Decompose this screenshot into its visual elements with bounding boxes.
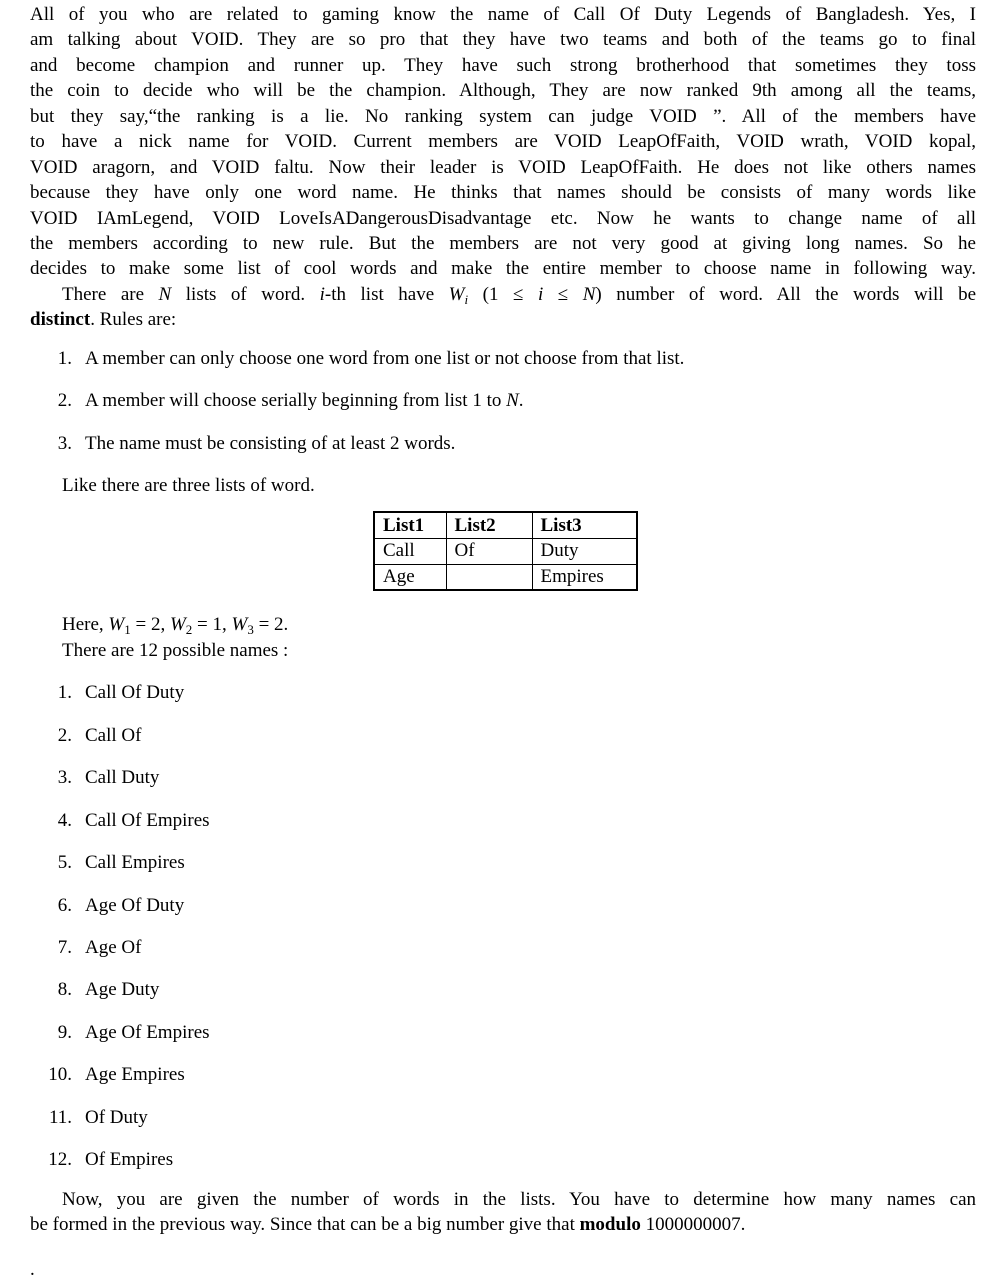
- text-line: but they say,“the ranking is a lie. No ranking system can judge VOID ”. All of the members have: [30, 105, 976, 127]
- list-item: [30, 850, 976, 875]
- task-paragraph: [30, 1187, 976, 1238]
- list-item-number: 8.: [57, 979, 72, 1001]
- table-cell: Call: [374, 538, 446, 564]
- text-run: A member will choose serially beginning from list 1 to: [85, 390, 507, 412]
- list-item: [30, 1147, 976, 1172]
- text-line: to have a nick name for VOID. Current members are VOID LeapOfFaith, VOID wrath, VOID kopal,: [30, 131, 976, 153]
- styled-text: N: [506, 390, 519, 412]
- text-run: lists of word.: [171, 283, 320, 305]
- list-item-number: 3.: [57, 432, 72, 454]
- text-line: the coin to decide who will be the champion. Although, They are now ranked 9th among all the teams,: [30, 80, 976, 102]
- text-run: be formed in the previous way. Since that can be a big number give that: [30, 1214, 580, 1235]
- list-item-number: 5.: [57, 852, 72, 874]
- table-header-row: [374, 512, 637, 538]
- text-line: [30, 307, 976, 332]
- styled-text: 1: [124, 622, 131, 638]
- text-line: All of you who are related to gaming know the name of Call Of Duty Legends of Bangladesh. Yes, I: [30, 4, 976, 25]
- text-line: am talking about VOID. They are so pro that they have two teams and both of the teams go to final: [30, 29, 976, 51]
- list-item: [30, 935, 976, 960]
- trailing-mark: .: [30, 1260, 35, 1280]
- list-item-text: Call Duty: [85, 767, 160, 789]
- styled-text: N: [158, 283, 172, 305]
- possible-names-list: [30, 680, 976, 1172]
- list-item-number: 1.: [57, 347, 72, 369]
- list-item: [30, 977, 976, 1002]
- intro-paragraph: [30, 2, 976, 282]
- text-run: .: [518, 390, 524, 412]
- list-item: [30, 388, 976, 413]
- text-run: ) number of word. All the words will be: [595, 283, 976, 305]
- list-item-text: Of Empires: [85, 1149, 174, 1171]
- table-header-cell: List3: [532, 512, 637, 538]
- text-line: decides to make some list of cool words and make the entire member to choose name in following way.: [30, 258, 976, 280]
- table-row: [374, 538, 637, 564]
- styled-text: W: [448, 283, 465, 305]
- text-line: [30, 1212, 976, 1237]
- table-cell: Age: [374, 564, 446, 590]
- styled-text: W: [108, 614, 125, 636]
- list-item-number: 12.: [48, 1149, 72, 1171]
- list-item-text: Of Duty: [85, 1106, 148, 1128]
- table-cell: Empires: [532, 564, 637, 590]
- list-item: [30, 1020, 976, 1045]
- list-item-text: Call Empires: [85, 852, 185, 874]
- list-item: [30, 765, 976, 790]
- list-item-text: Call Of Empires: [85, 809, 210, 831]
- list-item-number: 4.: [57, 809, 72, 831]
- text-line: VOID aragorn, and VOID faltu. Now their leader is VOID LeapOfFaith. He does not like others names: [30, 156, 976, 178]
- list-item: [30, 723, 976, 748]
- word-lists-table: [373, 511, 638, 591]
- styled-text: i: [537, 283, 544, 305]
- text-run: Here,: [62, 614, 109, 636]
- list-item-number: 7.: [57, 936, 72, 958]
- list-item: [30, 346, 976, 371]
- text-line: VOID IAmLegend, VOID LoveIsADangerousDisadvantage etc. Now he wants to change name of all: [30, 207, 976, 229]
- names-count-line: There are 12 possible names :: [62, 639, 289, 661]
- text-run: -th list have: [324, 283, 449, 305]
- styled-text: 2: [185, 622, 193, 638]
- table-cell: [446, 564, 532, 590]
- table-cell: Duty: [532, 538, 637, 564]
- list-item: [30, 808, 976, 833]
- list-item-text: Call Of Duty: [85, 682, 185, 704]
- list-item-text: Age Of Duty: [85, 894, 185, 916]
- text-run: = 2,: [130, 614, 170, 636]
- styled-text: modulo: [579, 1214, 641, 1235]
- list-item-number: 9.: [57, 1021, 72, 1043]
- list-item-text: Age Empires: [85, 1064, 185, 1086]
- text-run: = 1,: [192, 614, 232, 636]
- list-item: [30, 680, 976, 705]
- text-line: [30, 282, 976, 307]
- list-item: [30, 1105, 976, 1130]
- text-run: . Rules are:: [90, 309, 177, 331]
- list-item-text: The name must be consisting of at least 2 words.: [85, 432, 456, 454]
- styled-text: W: [169, 614, 186, 636]
- example-intro-line: Like there are three lists of word.: [62, 475, 315, 496]
- list-item-number: 1.: [57, 682, 72, 704]
- text-run: (1 ≤: [468, 283, 538, 305]
- text-run: = 2.: [253, 614, 289, 636]
- list-item: [30, 431, 976, 456]
- list-item: [30, 1062, 976, 1087]
- styled-text: i: [319, 283, 325, 305]
- list-item-text: [85, 388, 524, 413]
- list-item-number: 3.: [57, 767, 72, 789]
- list-item-number: 11.: [48, 1106, 72, 1128]
- list-item-number: 6.: [57, 894, 72, 916]
- setup-paragraph: [30, 282, 976, 333]
- styled-text: distinct: [30, 309, 91, 331]
- list-item-number: 2.: [57, 724, 72, 746]
- styled-text: i: [464, 291, 469, 307]
- list-item-text: Call Of: [85, 724, 142, 746]
- table-header-cell: List1: [374, 512, 446, 538]
- text-line: Now, you are given the number of words in the lists. You have to determine how many names can: [62, 1188, 976, 1210]
- text-run: There are: [62, 283, 159, 305]
- text-line: and become champion and runner up. They have such strong brotherhood that sometimes they toss: [30, 54, 976, 76]
- table-row: [374, 564, 637, 590]
- list-item-text: Age Of Empires: [85, 1021, 210, 1043]
- weights-line: [62, 612, 976, 637]
- list-item-number: 10.: [48, 1064, 72, 1086]
- list-item-number: 2.: [57, 390, 72, 412]
- styled-text: 3: [247, 622, 254, 638]
- text-run: 1000000007.: [640, 1214, 746, 1235]
- text-run: ≤: [543, 283, 583, 305]
- list-item: [30, 893, 976, 918]
- table-cell: Of: [446, 538, 532, 564]
- styled-text: W: [231, 614, 248, 636]
- text-line: because they have only one word name. He thinks that names should be consists of many words like: [30, 182, 976, 204]
- styled-text: N: [582, 283, 596, 305]
- text-line: the members according to new rule. But the members are not very good at giving long names. So he: [30, 232, 976, 254]
- list-item-text: A member can only choose one word from one list or not choose from that list.: [85, 347, 685, 369]
- table-header-cell: List2: [446, 512, 532, 538]
- list-item-text: Age Of: [85, 936, 142, 958]
- rules-list: [30, 346, 976, 456]
- list-item-text: Age Duty: [85, 979, 160, 1001]
